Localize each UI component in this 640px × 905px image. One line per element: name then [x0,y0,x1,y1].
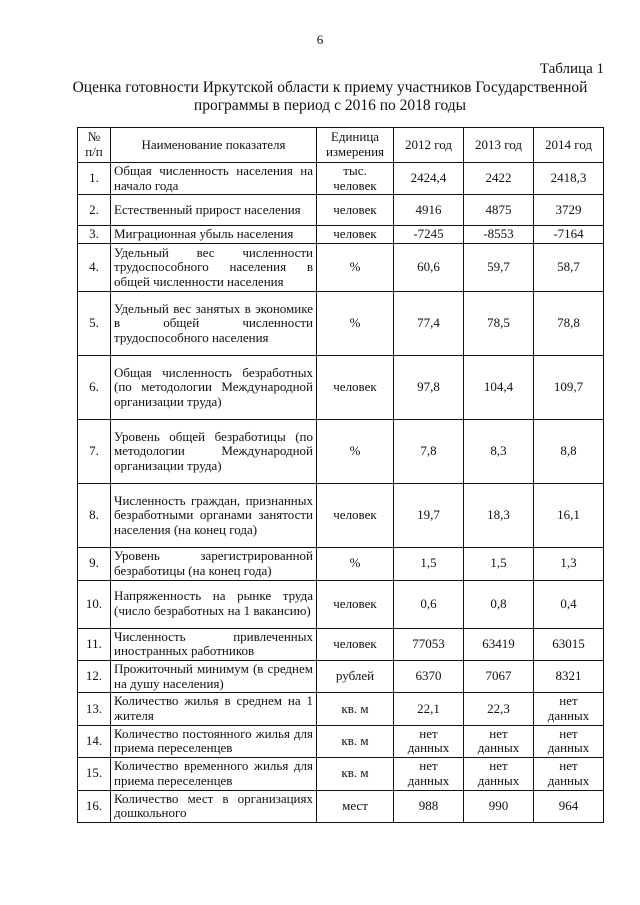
value-2014: нет данных [534,693,604,725]
row-number: 11. [78,628,111,660]
table-row [78,292,604,356]
row-number: 3. [78,226,111,244]
value-2013: 8,3 [464,420,534,484]
table-body [78,163,604,823]
value-2013: 4875 [464,195,534,226]
table-row [78,693,604,725]
value-2014: 58,7 [534,244,604,292]
unit-cell: мест [317,790,394,822]
header-unit: Единица измерения [317,128,394,163]
unit-cell: тыс. человек [317,163,394,195]
indicator-name: Количество временного жилья для приема переселенцев [111,758,317,790]
value-2014: 78,8 [534,292,604,356]
unit-cell: человек [317,226,394,244]
indicator-name: Общая численность безработных (по методологии Международной организации труда) [111,356,317,420]
indicator-name: Общая численность населения на начало года [111,163,317,195]
header-2014: 2014 год [534,128,604,163]
value-2012: 6370 [394,660,464,692]
value-2012: 19,7 [394,484,464,548]
header-2013: 2013 год [464,128,534,163]
unit-cell: человек [317,484,394,548]
table-row [78,484,604,548]
row-number: 13. [78,693,111,725]
row-number: 1. [78,163,111,195]
table-header-row [78,128,604,163]
row-number: 10. [78,580,111,628]
value-2012: 22,1 [394,693,464,725]
indicator-name: Количество мест в организациях дошкольного [111,790,317,822]
value-2013: 22,3 [464,693,534,725]
value-2014: 16,1 [534,484,604,548]
value-2013: нет данных [464,725,534,757]
unit-cell: человек [317,195,394,226]
value-2014: нет данных [534,725,604,757]
table-label: Таблица 1 [539,61,604,77]
value-2014: 8321 [534,660,604,692]
value-2013: 104,4 [464,356,534,420]
table-row [78,548,604,580]
row-number: 8. [78,484,111,548]
table-row [78,790,604,822]
table-row [78,580,604,628]
unit-cell: кв. м [317,758,394,790]
table-row [78,420,604,484]
value-2014: 8,8 [534,420,604,484]
table-row [78,628,604,660]
table-row [78,195,604,226]
value-2014: 109,7 [534,356,604,420]
indicator-name: Удельный вес численности трудоспособного населения в общей численности населения [111,244,317,292]
value-2013: 1,5 [464,548,534,580]
value-2013: 0,8 [464,580,534,628]
indicator-name: Численность привлеченных иностранных работников [111,628,317,660]
value-2013: 63419 [464,628,534,660]
unit-cell: человек [317,628,394,660]
unit-cell: рублей [317,660,394,692]
value-2012: 988 [394,790,464,822]
value-2014: 0,4 [534,580,604,628]
unit-cell: человек [317,356,394,420]
unit-cell: человек [317,580,394,628]
title-line-2: программы в период с 2016 по 2018 годы [193,97,467,114]
indicator-name: Естественный прирост населения [111,195,317,226]
value-2012: 0,6 [394,580,464,628]
value-2014: нет данных [534,758,604,790]
row-number: 6. [78,356,111,420]
value-2013: 18,3 [464,484,534,548]
header-2012: 2012 год [394,128,464,163]
indicator-name: Миграционная убыль населения [111,226,317,244]
value-2013: 7067 [464,660,534,692]
value-2012: 1,5 [394,548,464,580]
value-2013: 990 [464,790,534,822]
row-number: 15. [78,758,111,790]
value-2012: 97,8 [394,356,464,420]
indicators-table [77,127,604,823]
table-row [78,356,604,420]
unit-cell: кв. м [317,693,394,725]
table-row [78,244,604,292]
value-2013: -8553 [464,226,534,244]
row-number: 7. [78,420,111,484]
value-2012: 4916 [394,195,464,226]
value-2014: 2418,3 [534,163,604,195]
value-2014: 1,3 [534,548,604,580]
row-number: 9. [78,548,111,580]
table-row [78,758,604,790]
value-2013: 2422 [464,163,534,195]
row-number: 12. [78,660,111,692]
value-2014: -7164 [534,226,604,244]
document-title [60,79,600,115]
value-2012: 7,8 [394,420,464,484]
value-2014: 63015 [534,628,604,660]
value-2012: 60,6 [394,244,464,292]
indicator-name: Количество постоянного жилья для приема переселенцев [111,725,317,757]
indicator-name: Численность граждан, признанных безработными органами занятости населения (на конец года) [111,484,317,548]
table-row [78,660,604,692]
value-2012: 77053 [394,628,464,660]
unit-cell: % [317,420,394,484]
table-row [78,226,604,244]
indicator-name: Прожиточный минимум (в среднем на душу населения) [111,660,317,692]
value-2014: 964 [534,790,604,822]
header-name: Наименование показателя [111,128,317,163]
title-line-1: Оценка готовности Иркутской области к приему участников Государственной [72,79,588,96]
value-2014: 3729 [534,195,604,226]
value-2012: 2424,4 [394,163,464,195]
header-num: № п/п [78,128,111,163]
page-number: 6 [316,32,324,47]
indicator-name: Количество жилья в среднем на 1 жителя [111,693,317,725]
unit-cell: кв. м [317,725,394,757]
row-number: 14. [78,725,111,757]
indicator-name: Удельный вес занятых в экономике в общей численности трудоспособного населения [111,292,317,356]
value-2012: 77,4 [394,292,464,356]
row-number: 4. [78,244,111,292]
row-number: 2. [78,195,111,226]
unit-cell: % [317,548,394,580]
value-2012: нет данных [394,758,464,790]
indicator-name: Уровень зарегистрированной безработицы (на конец года) [111,548,317,580]
value-2013: 59,7 [464,244,534,292]
table-row [78,163,604,195]
value-2012: -7245 [394,226,464,244]
row-number: 16. [78,790,111,822]
value-2013: нет данных [464,758,534,790]
value-2013: 78,5 [464,292,534,356]
row-number: 5. [78,292,111,356]
value-2012: нет данных [394,725,464,757]
table-row [78,725,604,757]
unit-cell: % [317,292,394,356]
indicator-name: Уровень общей безработицы (по методологии Международной организации труда) [111,420,317,484]
unit-cell: % [317,244,394,292]
indicator-name: Напряженность на рынке труда (число безработных на 1 вакансию) [111,580,317,628]
